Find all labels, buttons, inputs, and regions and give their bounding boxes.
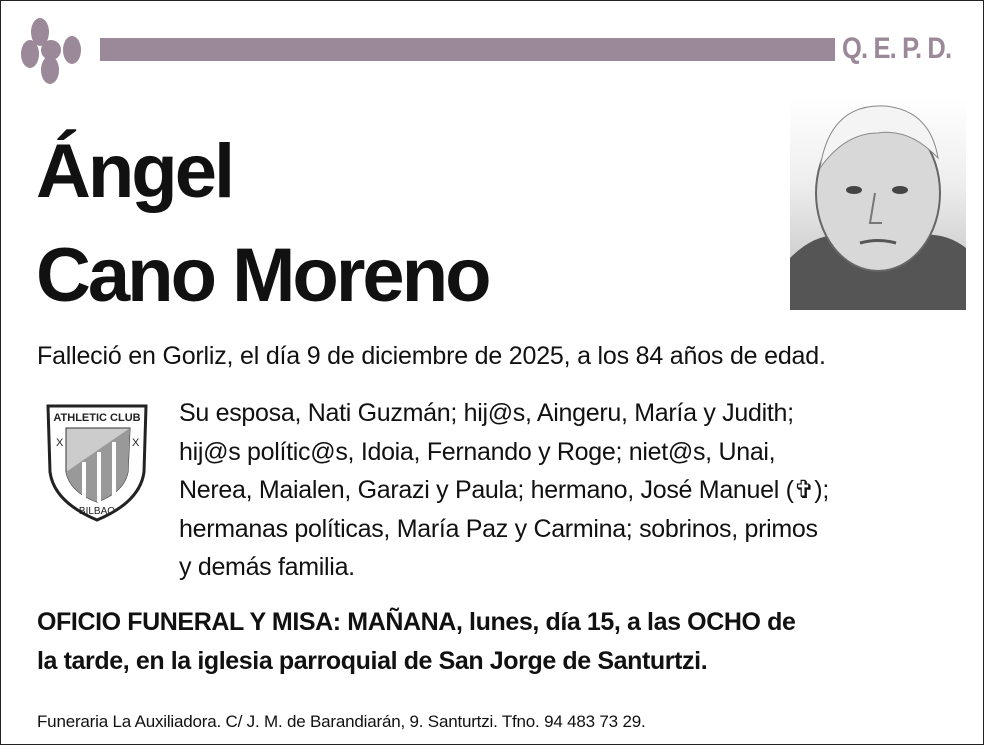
family-list	[179, 394, 969, 587]
svg-text:ATHLETIC CLUB: ATHLETIC CLUB	[53, 412, 141, 424]
athletic-club-crest	[44, 402, 150, 522]
deceased-photo	[790, 98, 966, 310]
svg-text:BILBAO: BILBAO	[78, 506, 116, 517]
svg-text:X: X	[132, 437, 140, 449]
funeral-info	[37, 603, 977, 680]
svg-text:X: X	[56, 437, 64, 449]
family-line: y demás familia.	[179, 553, 355, 582]
header-bar	[100, 38, 835, 61]
family-line: hermanas políticas, María Paz y Carmina; sobrinos, primos	[179, 514, 818, 543]
lauburu-icon	[10, 12, 92, 88]
family-line: Nerea, Maialen, Garazi y Paula; hermano, José Manuel (✞);	[179, 476, 829, 505]
death-notice: Falleció en Gorliz, el día 9 de diciembre de 2025, a los 84 años de edad.	[37, 342, 826, 370]
family-line: Su esposa, Nati Guzmán; hij@s, Aingeru, María y Judith;	[179, 399, 794, 427]
funeral-line: OFICIO FUNERAL Y MISA: MAÑANA, lunes, día 15, a las OCHO de	[37, 608, 796, 636]
deceased-first-name: Ángel	[36, 129, 233, 214]
deceased-surnames: Cano Moreno	[36, 233, 489, 318]
funeral-home-footer: Funeraria La Auxiliadora. C/ J. M. de Barandiarán, 9. Santurtzi. Tfno. 94 483 73 29.	[37, 712, 646, 731]
qepd-label: Q. E. P. D.	[842, 32, 952, 65]
funeral-line: la tarde, en la iglesia parroquial de San Jorge de Santurtzi.	[37, 646, 708, 675]
family-line: hij@s polític@s, Idoia, Fernando y Roge; niet@s, Unai,	[179, 437, 776, 466]
